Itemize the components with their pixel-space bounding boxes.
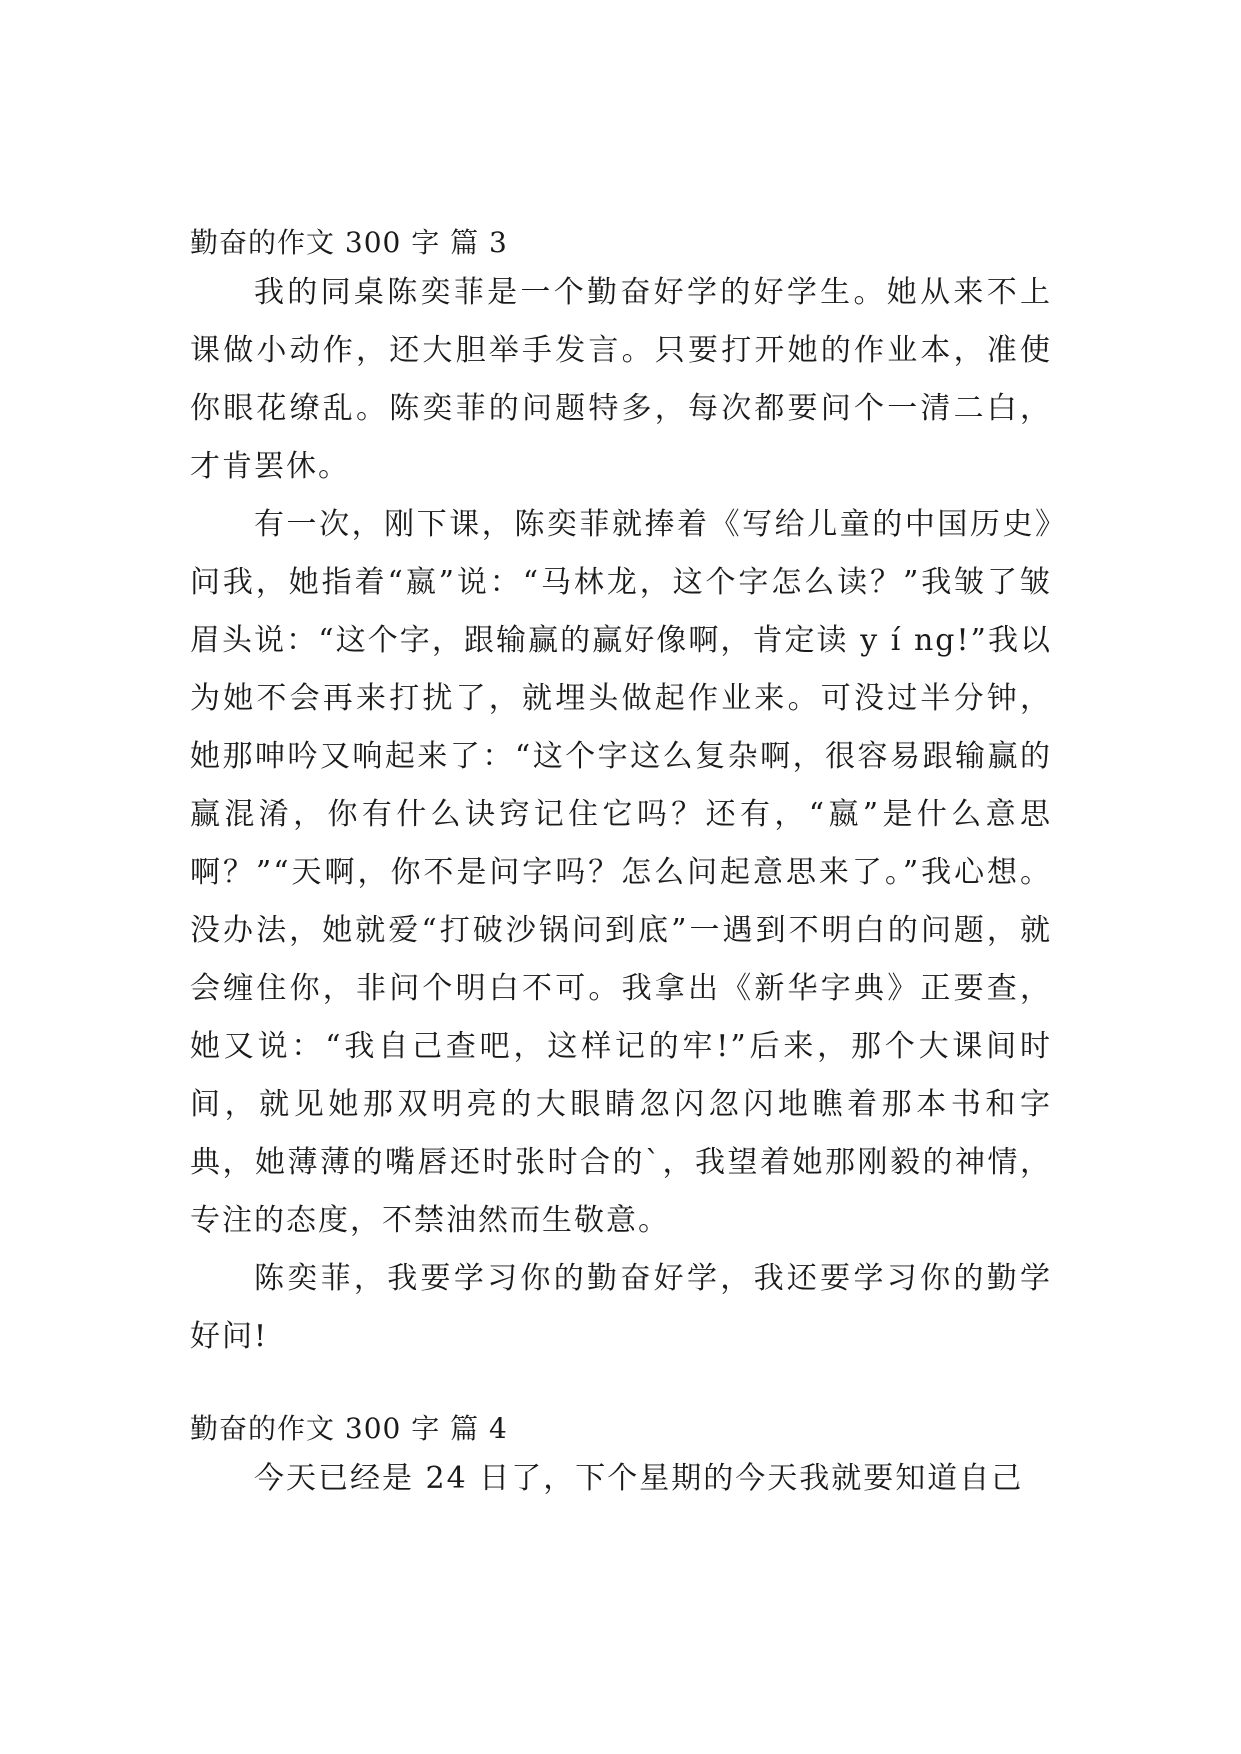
essay-section-3 <box>190 222 1052 1366</box>
paragraph: 陈奕菲，我要学习你的勤奋好学，我还要学习你的勤学好问! <box>190 1261 1052 1354</box>
section-heading: 勤奋的作文 300 字 篇 3 <box>190 226 508 259</box>
section-heading: 勤奋的作文 300 字 篇 4 <box>190 1412 508 1445</box>
section-spacer <box>190 1366 1052 1408</box>
paragraph: 我的同桌陈奕菲是一个勤奋好学的好学生。她从来不上课做小动作，还大胆举手发言。只要打开她的作业本，准使你眼花缭乱。陈奕菲的问题特多，每次都要问个一清二白，才肯罢休。 <box>190 275 1052 484</box>
paragraph: 有一次，刚下课，陈奕菲就捧着《写给儿童的中国历史》问我，她指着“嬴”说：“马林龙，这个字怎么读？”我皱了皱眉头说：“这个字，跟输赢的赢好像啊，肯定读 y í ng!”我以为她不会再来打扰了，就埋头做起作业来。可没过半分钟，她那呻吟又响起来了：“这个字这么复杂啊，很容易跟输赢的赢混淆，你有什么诀窍记住它吗？还有，“嬴”是什么意思啊？”“天啊，你不是问字吗？怎么问起意思来了。”我心想。没办法，她就爱“打破沙锅问到底”一遇到不明白的问题，就会缠住你，非问个明白不可。我拿出《新华字典》正要查，她又说：“我自己查吧，这样记的牢!”后来，那个大课间时间，就见她那双明亮的大眼睛忽闪忽闪地瞧着那本书和字典，她薄薄的嘴唇还时张时合的`，我望着她那刚毅的神情，专注的态度，不禁油然而生敬意。 <box>190 507 1052 1238</box>
essay-section-4 <box>190 1408 1052 1508</box>
paragraph: 今天已经是 24 日了，下个星期的今天我就要知道自己 <box>254 1461 1024 1496</box>
document-body <box>190 222 1052 1508</box>
